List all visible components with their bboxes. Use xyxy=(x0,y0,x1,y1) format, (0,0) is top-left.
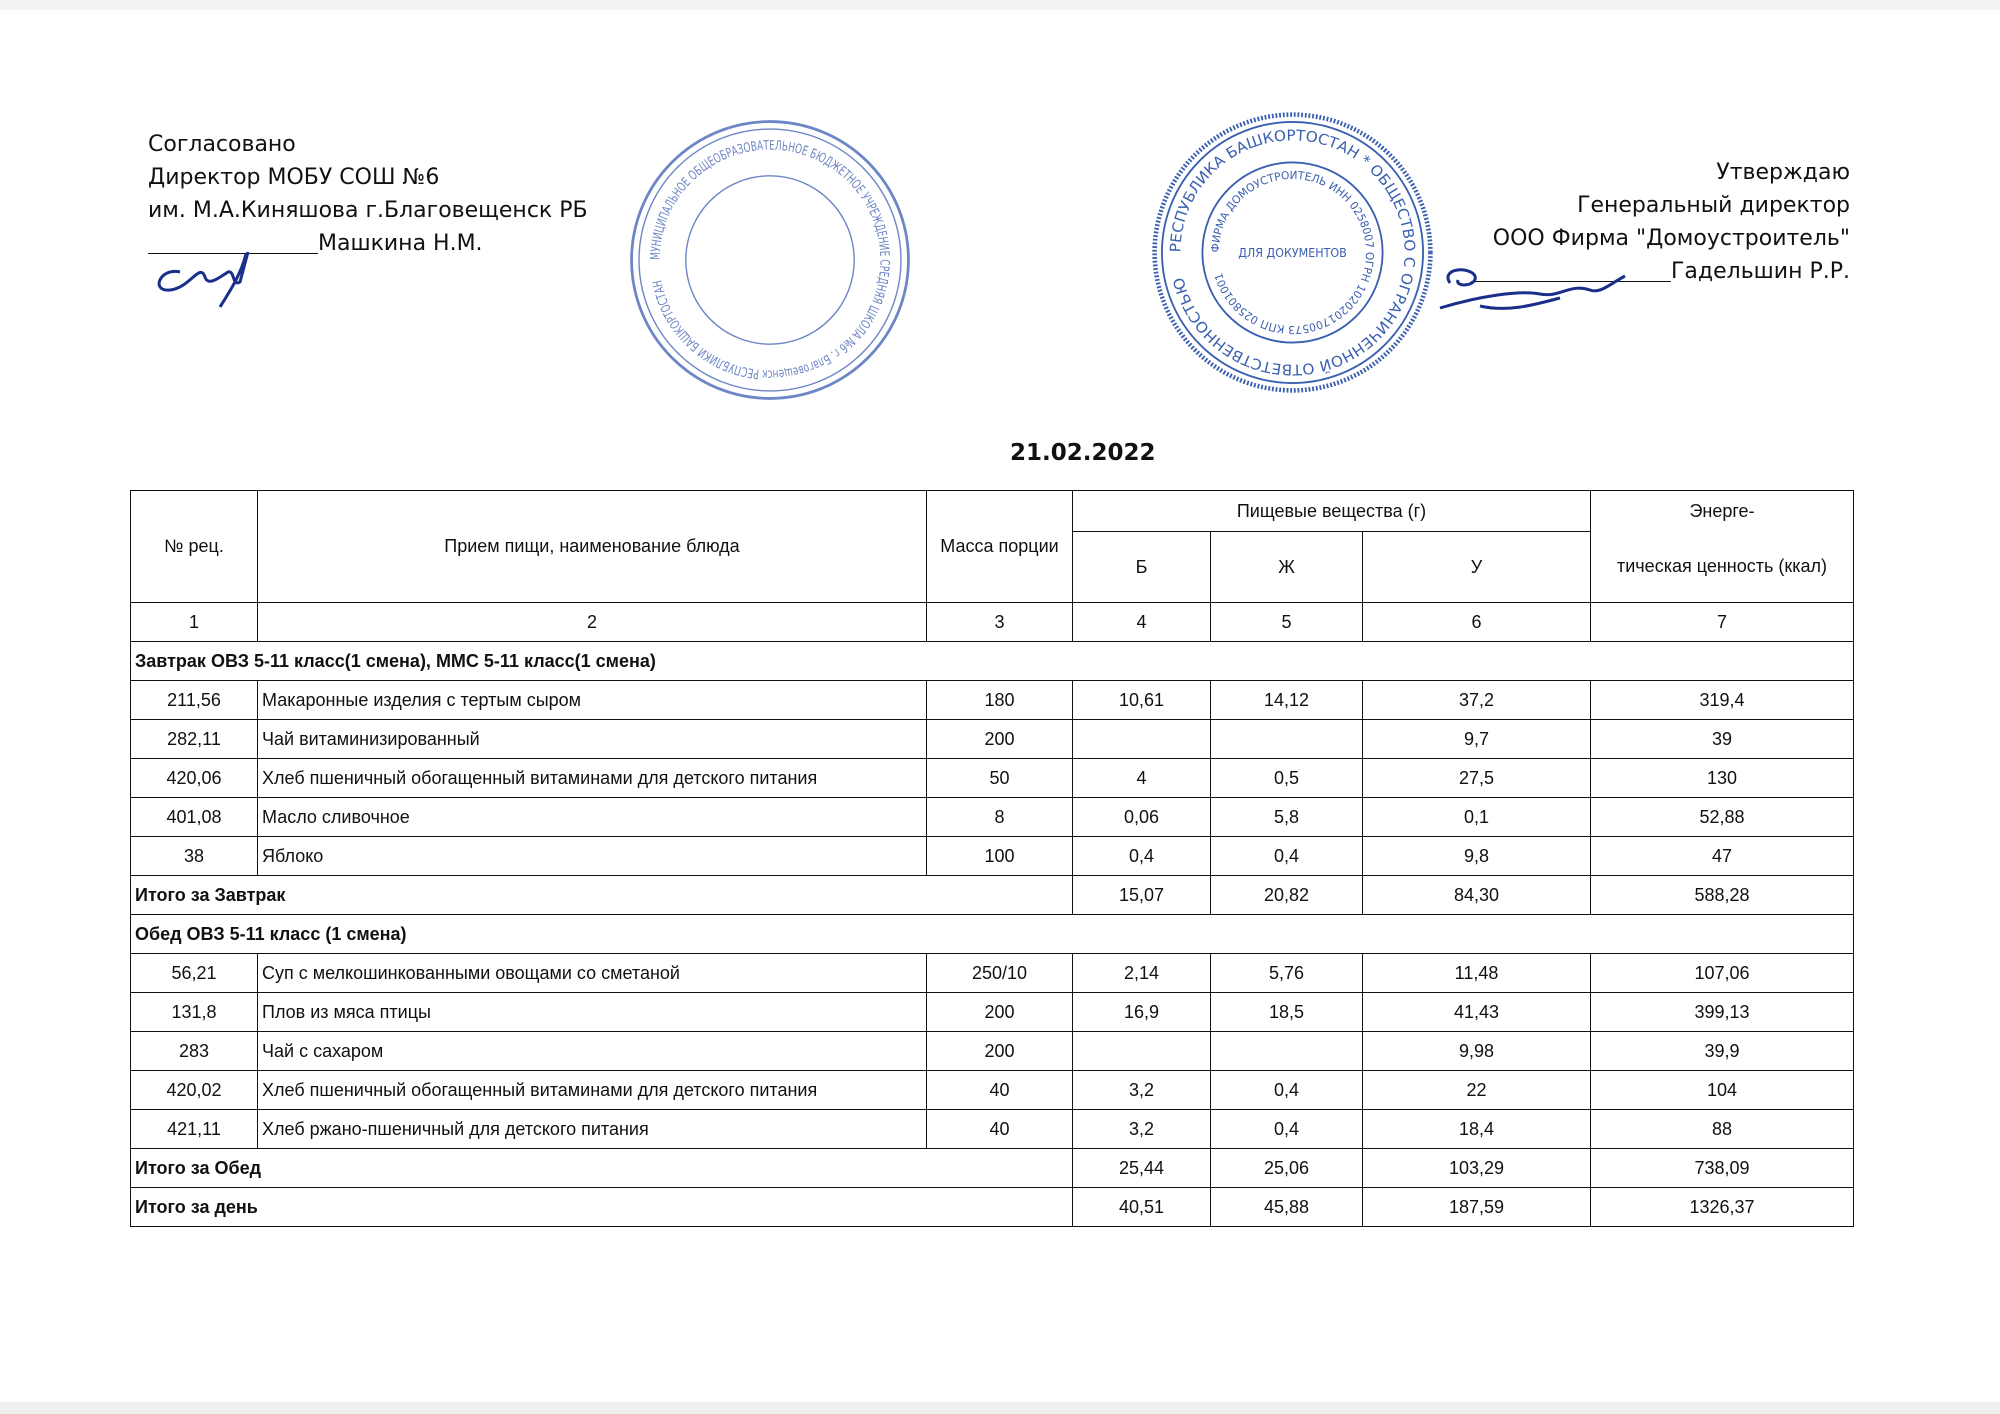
cell-protein: 2,14 xyxy=(1073,954,1211,993)
total-row xyxy=(131,1149,1854,1188)
cell-dish-name: Плов из мяса птицы xyxy=(258,993,927,1032)
header-energy-line2: тическая ценность (ккал) xyxy=(1591,532,1854,603)
cell-portion-mass: 40 xyxy=(927,1110,1073,1149)
cell-energy: 130 xyxy=(1591,759,1854,798)
total-energy: 588,28 xyxy=(1591,876,1854,915)
agreed-org: им. М.А.Киняшова г.Благовещенск РБ xyxy=(148,198,588,223)
approved-position: Генеральный директор xyxy=(1577,193,1850,218)
svg-text:МУНИЦИПАЛЬНОЕ ОБЩЕОБРАЗОВАТЕЛЬ xyxy=(649,139,892,382)
cell-energy: 47 xyxy=(1591,837,1854,876)
cell-carbs: 9,98 xyxy=(1363,1032,1591,1071)
scan-edge-top xyxy=(0,0,2000,10)
total-label: Итого за день xyxy=(131,1188,1073,1227)
total-protein: 25,44 xyxy=(1073,1149,1211,1188)
total-row xyxy=(131,1188,1854,1227)
school-stamp xyxy=(625,115,915,405)
cell-fat: 14,12 xyxy=(1211,681,1363,720)
cell-dish-name: Макаронные изделия с тертым сыром xyxy=(258,681,927,720)
scan-edge-bottom xyxy=(0,1402,2000,1414)
cell-protein: 3,2 xyxy=(1073,1071,1211,1110)
header-carbs: У xyxy=(1363,532,1591,603)
cell-carbs: 18,4 xyxy=(1363,1110,1591,1149)
header-fat: Ж xyxy=(1211,532,1363,603)
company-stamp-outer-text: РЕСПУБЛИКА БАШКОРТОСТАН * ОБЩЕСТВО С ОГРАНИЧЕННОЙ ОТВЕТСТВЕННОСТЬЮ xyxy=(1167,127,1418,378)
cell-dish-name: Масло сливочное xyxy=(258,798,927,837)
column-number: 1 xyxy=(131,603,258,642)
cell-recipe-number: 56,21 xyxy=(131,954,258,993)
cell-portion-mass: 50 xyxy=(927,759,1073,798)
cell-energy: 107,06 xyxy=(1591,954,1854,993)
agreed-name: Машкина Н.М. xyxy=(318,231,483,256)
column-number: 4 xyxy=(1073,603,1211,642)
agreed-title: Согласовано xyxy=(148,132,296,157)
table-row xyxy=(131,837,1854,876)
header-recipe-number: № рец. xyxy=(131,491,258,603)
cell-portion-mass: 180 xyxy=(927,681,1073,720)
approved-name: Гадельшин Р.Р. xyxy=(1671,259,1850,284)
cell-portion-mass: 100 xyxy=(927,837,1073,876)
cell-carbs: 11,48 xyxy=(1363,954,1591,993)
cell-energy: 88 xyxy=(1591,1110,1854,1149)
cell-portion-mass: 200 xyxy=(927,720,1073,759)
header-nutrients: Пищевые вещества (г) xyxy=(1073,491,1591,532)
cell-carbs: 0,1 xyxy=(1363,798,1591,837)
total-protein: 40,51 xyxy=(1073,1188,1211,1227)
cell-carbs: 9,8 xyxy=(1363,837,1591,876)
cell-fat: 0,4 xyxy=(1211,1071,1363,1110)
header-portion-mass: Масса порции xyxy=(927,491,1073,603)
school-stamp-text: МУНИЦИПАЛЬНОЕ ОБЩЕОБРАЗОВАТЕЛЬНОЕ БЮДЖЕТНОЕ УЧРЕЖДЕНИЕ СРЕДНЯЯ ШКОЛА №6 г. Благовещенск РЕСПУБЛИКИ БАШКОРТОСТАН xyxy=(648,138,892,382)
cell-energy: 52,88 xyxy=(1591,798,1854,837)
cell-recipe-number: 421,11 xyxy=(131,1110,258,1149)
director-signature xyxy=(140,232,290,312)
table-row xyxy=(131,759,1854,798)
total-fat: 20,82 xyxy=(1211,876,1363,915)
cell-portion-mass: 200 xyxy=(927,1032,1073,1071)
cell-protein: 16,9 xyxy=(1073,993,1211,1032)
cell-carbs: 27,5 xyxy=(1363,759,1591,798)
cell-recipe-number: 131,8 xyxy=(131,993,258,1032)
table-row xyxy=(131,798,1854,837)
column-number: 2 xyxy=(258,603,927,642)
cell-energy: 39 xyxy=(1591,720,1854,759)
cell-energy: 399,13 xyxy=(1591,993,1854,1032)
company-stamp-center-text: ДЛЯ ДОКУМЕНТОВ xyxy=(1238,246,1347,261)
total-label: Итого за Завтрак xyxy=(131,876,1073,915)
total-energy: 738,09 xyxy=(1591,1149,1854,1188)
header-dish-name: Прием пищи, наименование блюда xyxy=(258,491,927,603)
cell-carbs: 9,7 xyxy=(1363,720,1591,759)
menu-date: 21.02.2022 xyxy=(1010,440,1156,466)
cell-fat: 0,5 xyxy=(1211,759,1363,798)
cell-fat: 0,4 xyxy=(1211,1110,1363,1149)
column-number: 3 xyxy=(927,603,1073,642)
cell-fat xyxy=(1211,1032,1363,1071)
total-carbs: 187,59 xyxy=(1363,1188,1591,1227)
cell-protein: 0,4 xyxy=(1073,837,1211,876)
cell-fat: 5,8 xyxy=(1211,798,1363,837)
agreed-position: Директор МОБУ СОШ №6 xyxy=(148,165,440,190)
cell-energy: 39,9 xyxy=(1591,1032,1854,1071)
cell-fat: 5,76 xyxy=(1211,954,1363,993)
approved-title: Утверждаю xyxy=(1716,160,1850,185)
section-title: Завтрак ОВЗ 5-11 класс(1 смена), ММС 5-11 класс(1 смена) xyxy=(131,642,1854,681)
cell-protein: 10,61 xyxy=(1073,681,1211,720)
total-energy: 1326,37 xyxy=(1591,1188,1854,1227)
company-stamp xyxy=(1150,110,1435,395)
cell-dish-name: Хлеб ржано-пшеничный для детского питания xyxy=(258,1110,927,1149)
cell-dish-name: Хлеб пшеничный обогащенный витаминами для детского питания xyxy=(258,1071,927,1110)
cell-recipe-number: 283 xyxy=(131,1032,258,1071)
table-row xyxy=(131,720,1854,759)
cell-recipe-number: 38 xyxy=(131,837,258,876)
approved-org: ООО Фирма "Домоустроитель" xyxy=(1492,226,1850,251)
cell-portion-mass: 200 xyxy=(927,993,1073,1032)
table-row xyxy=(131,1071,1854,1110)
cell-protein: 0,06 xyxy=(1073,798,1211,837)
total-row xyxy=(131,876,1854,915)
menu-table xyxy=(130,490,1854,1227)
cell-fat xyxy=(1211,720,1363,759)
header-protein: Б xyxy=(1073,532,1211,603)
total-label: Итого за Обед xyxy=(131,1149,1073,1188)
section-title: Обед ОВЗ 5-11 класс (1 смена) xyxy=(131,915,1854,954)
cell-dish-name: Суп с мелкошинкованными овощами со сметаной xyxy=(258,954,927,993)
column-number: 5 xyxy=(1211,603,1363,642)
cell-dish-name: Чай с сахаром xyxy=(258,1032,927,1071)
cell-energy: 104 xyxy=(1591,1071,1854,1110)
cell-recipe-number: 282,11 xyxy=(131,720,258,759)
cell-recipe-number: 211,56 xyxy=(131,681,258,720)
cell-dish-name: Хлеб пшеничный обогащенный витаминами для детского питания xyxy=(258,759,927,798)
cell-carbs: 22 xyxy=(1363,1071,1591,1110)
cell-fat: 0,4 xyxy=(1211,837,1363,876)
cell-protein: 4 xyxy=(1073,759,1211,798)
cell-recipe-number: 420,02 xyxy=(131,1071,258,1110)
cell-portion-mass: 40 xyxy=(927,1071,1073,1110)
cell-protein: 3,2 xyxy=(1073,1110,1211,1149)
header-energy-line1: Энерге- xyxy=(1591,491,1854,532)
column-number: 7 xyxy=(1591,603,1854,642)
cell-portion-mass: 250/10 xyxy=(927,954,1073,993)
table-row xyxy=(131,954,1854,993)
cell-portion-mass: 8 xyxy=(927,798,1073,837)
cell-protein xyxy=(1073,720,1211,759)
cell-protein xyxy=(1073,1032,1211,1071)
general-director-signature xyxy=(1430,258,1640,318)
cell-carbs: 37,2 xyxy=(1363,681,1591,720)
total-fat: 25,06 xyxy=(1211,1149,1363,1188)
cell-carbs: 41,43 xyxy=(1363,993,1591,1032)
table-row xyxy=(131,681,1854,720)
table-row xyxy=(131,1032,1854,1071)
total-protein: 15,07 xyxy=(1073,876,1211,915)
cell-fat: 18,5 xyxy=(1211,993,1363,1032)
section-row xyxy=(131,915,1854,954)
cell-dish-name: Чай витаминизированный xyxy=(258,720,927,759)
total-fat: 45,88 xyxy=(1211,1188,1363,1227)
section-row xyxy=(131,642,1854,681)
total-carbs: 84,30 xyxy=(1363,876,1591,915)
table-row xyxy=(131,1110,1854,1149)
column-number: 6 xyxy=(1363,603,1591,642)
company-stamp-inner-text: ФИРМА ДОМОУСТРОИТЕЛЬ ИНН 0258007 ОГРН 1020201700573 КПП 025801001 xyxy=(1208,168,1377,337)
cell-energy: 319,4 xyxy=(1591,681,1854,720)
table-row xyxy=(131,993,1854,1032)
total-carbs: 103,29 xyxy=(1363,1149,1591,1188)
cell-recipe-number: 401,08 xyxy=(131,798,258,837)
column-numbers-row xyxy=(131,603,1854,642)
cell-recipe-number: 420,06 xyxy=(131,759,258,798)
cell-dish-name: Яблоко xyxy=(258,837,927,876)
